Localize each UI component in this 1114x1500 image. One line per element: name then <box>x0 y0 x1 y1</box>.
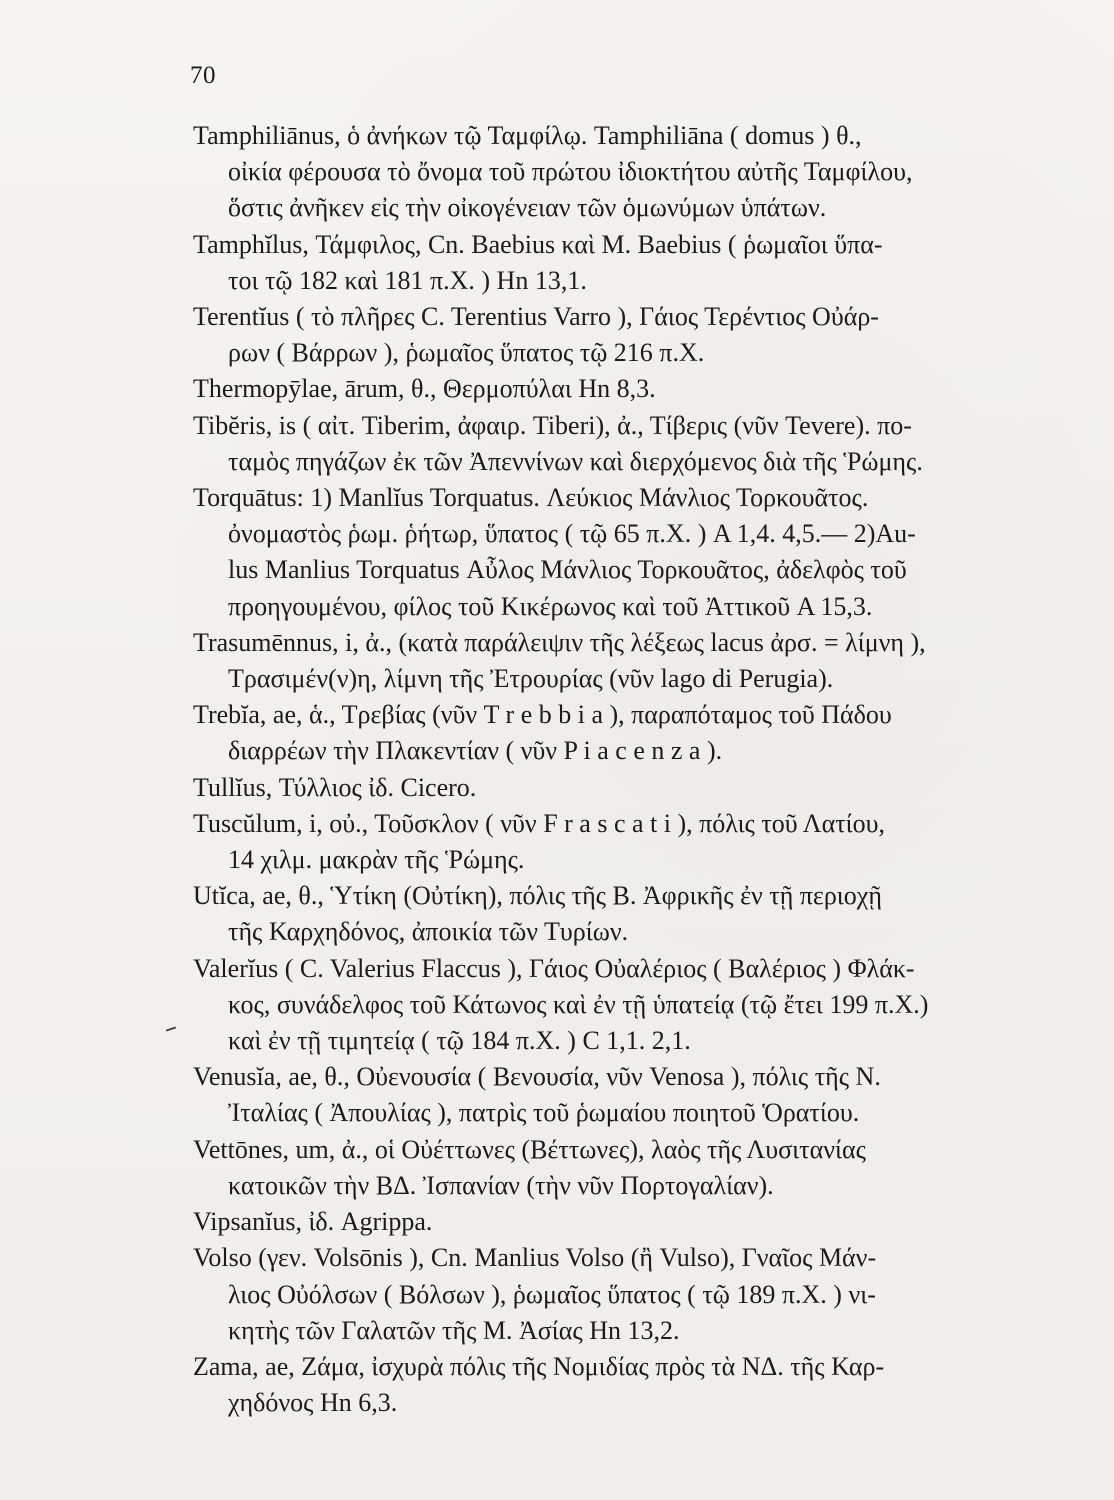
entry-continuation: προηγουμένου, φίλος τοῦ Κικέρωνος καὶ τοῦ Ἀττικοῦ A 15,3. <box>228 591 873 621</box>
dictionary-entry <box>193 1349 1078 1421</box>
entry-headline: Thermopȳlae, ārum, θ., Θερμοπύλαι Hn 8,3. <box>193 374 656 404</box>
dictionary-entry <box>193 806 1078 878</box>
entry-headline: Tuscŭlum, i, οὐ., Τοῦσκλον ( νῦν F r a s c a t i ), πόλις τοῦ Λατίου, <box>193 808 886 838</box>
entry-headline: Vettōnes, um, ἀ., οἱ Οὐέττωνες (Βέττωνες), λαὸς τῆς Λυσιτανίας <box>193 1134 866 1164</box>
dictionary-entry <box>193 1240 1078 1349</box>
dictionary-entries <box>193 118 1078 1421</box>
entry-continuation: καὶ ἐν τῇ τιμητείᾳ ( τῷ 184 π.Χ. ) C 1,1. 2,1. <box>228 1026 691 1056</box>
page-number: 70 <box>190 62 216 89</box>
dictionary-entry <box>193 480 1078 625</box>
entry-continuation: Τρασιμέν(ν)η, λίμνη τῆς Ἐτρουρίας (νῦν lago di Perugia). <box>228 664 834 694</box>
entry-continuation: οἰκία φέρουσα τὸ ὄνομα τοῦ πρώτου ἰδιοκτήτου αὐτῆς Ταμφίλου, <box>228 157 913 187</box>
entry-headline: Tullĭus, Τύλλιος ἰδ. Cicero. <box>193 772 477 802</box>
entry-headline: Vipsanĭus, ἰδ. Agrippa. <box>193 1207 433 1237</box>
entry-headline: Zama, ae, Ζάμα, ἰσχυρὰ πόλις τῆς Νομιδίας πρὸς τὰ ΝΔ. τῆς Καρ- <box>193 1351 885 1381</box>
entry-headline: Tamphiliānus, ὁ ἀνήκων τῷ Ταμφίλῳ. Tamphiliāna ( domus ) θ., <box>193 121 862 150</box>
entry-headline: Tibĕris, is ( αἰτ. Tiberim, ἀφαιρ. Tiberi), ἀ., Τίβερις (νῦν Tevere). πο- <box>193 410 912 440</box>
entry-continuation: lus Manlius Torquatus Αὖλος Μάνλιος Τορκουᾶτος, ἀδελφὸς τοῦ <box>228 555 907 585</box>
entry-continuation: κητὴς τῶν Γαλατῶν τῆς Μ. Ἀσίας Hn 13,2. <box>228 1315 680 1345</box>
dictionary-entry <box>193 625 1078 697</box>
entry-continuation: ταμὸς πηγάζων ἐκ τῶν Ἀπεννίνων καὶ διερχόμενος διὰ τῆς Ῥώμης. <box>228 446 923 476</box>
entry-headline: Volso (γεν. Volsōnis ), Cn. Manlius Volso (ἢ Vulso), Γναῖος Μάν- <box>193 1243 877 1273</box>
entry-continuation: χηδόνος Hn 6,3. <box>228 1388 398 1418</box>
entry-continuation: διαρρέων τὴν Πλακεντίαν ( νῦν P i a c e n z a ). <box>228 736 723 766</box>
dictionary-entry <box>193 1059 1078 1131</box>
entry-headline: Torquātus: 1) Manlĭus Torquatus. Λεύκιος Μάνλιος Τορκουᾶτος. <box>193 483 869 513</box>
margin-mark <box>166 1027 176 1032</box>
dictionary-entry <box>193 697 1078 769</box>
entry-continuation: ὅστις ἀνῆκεν εἰς τὴν οἰκογένειαν τῶν ὁμωνύμων ὑπάτων. <box>228 193 827 223</box>
entry-headline: Tamphĭlus, Τάμφιλος, Cn. Baebius καὶ M. Baebius ( ῥωμαῖοι ὕπα- <box>193 229 883 259</box>
dictionary-entry <box>193 299 1078 371</box>
dictionary-entry <box>193 878 1078 950</box>
entry-headline: Venusĭa, ae, θ., Οὐενουσία ( Βενουσία, νῦν Venosa ), πόλις τῆς Ν. <box>193 1062 881 1092</box>
entry-continuation: Ἰταλίας ( Ἀπουλίας ), πατρὶς τοῦ ῥωμαίου ποιητοῦ Ὁρατίου. <box>228 1098 860 1128</box>
entry-headline: Trasumēnnus, i, ἀ., (κατὰ παράλειψιν τῆς λέξεως lacus ἀρσ. = λίμνη ), <box>193 627 926 657</box>
dictionary-entry <box>193 371 1078 407</box>
dictionary-entry <box>193 1132 1078 1204</box>
entry-headline: Valerĭus ( C. Valerius Flaccus ), Γάιος Οὐαλέριος ( Βαλέριος ) Φλάκ- <box>193 953 915 983</box>
entry-continuation: κος, συνάδελφος τοῦ Κάτωνος καὶ ἐν τῇ ὑπατείᾳ (τῷ ἔτει 199 π.Χ.) <box>228 989 929 1019</box>
entry-continuation: ρων ( Βάρρων ), ῥωμαῖος ὕπατος τῷ 216 π.Χ. <box>228 338 705 368</box>
entry-headline: Trebĭa, ae, ἁ., Τρεβίας (νῦν T r e b b i a ), παραπόταμος τοῦ Πάδου <box>193 700 892 730</box>
entry-continuation: τοι τῷ 182 καὶ 181 π.Χ. ) Hn 13,1. <box>228 265 587 295</box>
dictionary-entry <box>193 408 1078 480</box>
entry-continuation: λιος Οὐόλσων ( Βόλσων ), ῥωμαῖος ὕπατος ( τῷ 189 π.Χ. ) νι- <box>228 1279 876 1309</box>
entry-headline: Utĭca, ae, θ., Ὑτίκη (Οὐτίκη), πόλις τῆς Β. Ἀφρικῆς ἐν τῇ περιοχῇ <box>193 881 882 911</box>
entry-continuation: κατοικῶν τὴν ΒΔ. Ἰσπανίαν (τὴν νῦν Πορτογαλίαν). <box>228 1170 774 1200</box>
dictionary-entry <box>193 118 1078 227</box>
entry-continuation: τῆς Καρχηδόνος, ἀποικία τῶν Τυρίων. <box>228 917 629 947</box>
entry-continuation: ὀνομαστὸς ῥωμ. ῥήτωρ, ὕπατος ( τῷ 65 π.Χ. ) A 1,4. 4,5.— 2)Au- <box>228 519 916 549</box>
dictionary-entry <box>193 770 1078 806</box>
dictionary-entry <box>193 1204 1078 1240</box>
dictionary-entry <box>193 951 1078 1060</box>
entry-continuation: 14 χιλμ. μακρὰν τῆς Ῥώμης. <box>228 845 525 875</box>
entry-headline: Terentĭus ( τὸ πλῆρες C. Terentius Varro ), Γάιος Τερέντιος Οὐάρ- <box>193 302 879 332</box>
dictionary-entry <box>193 227 1078 299</box>
